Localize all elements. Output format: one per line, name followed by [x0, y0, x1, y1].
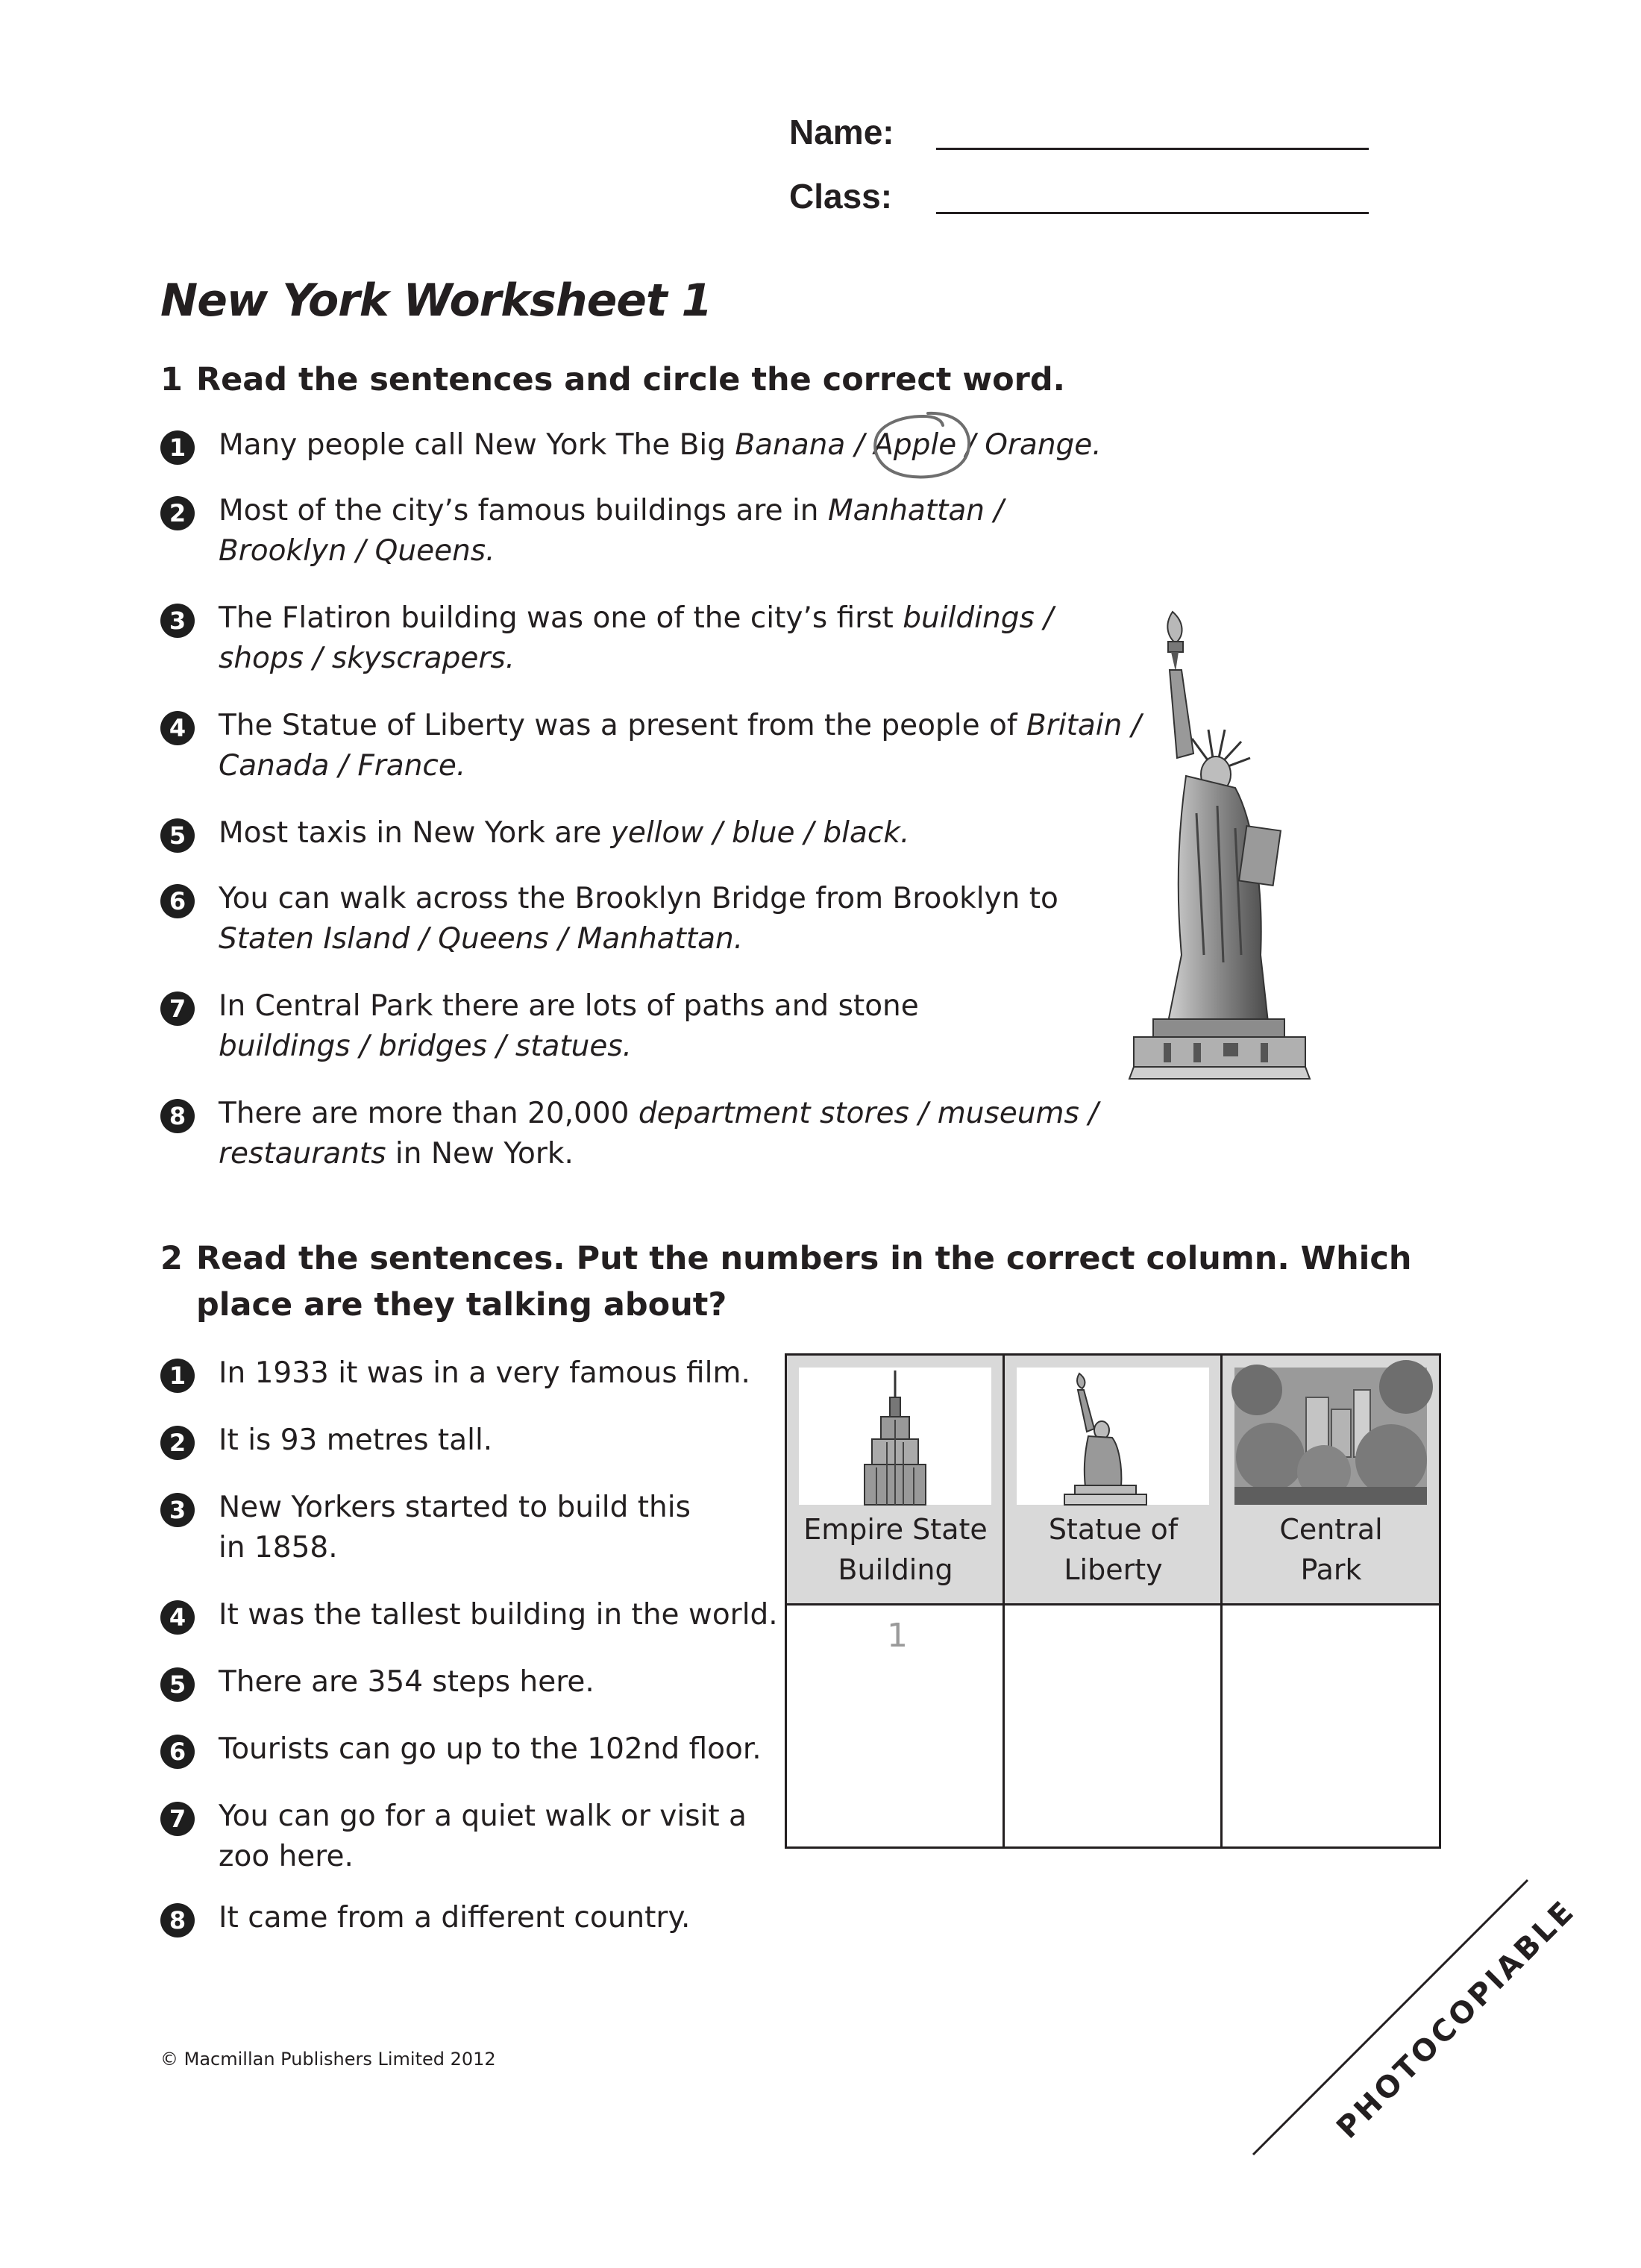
number-badge: 5 — [160, 818, 195, 853]
section-2-heading — [160, 1235, 1412, 1328]
column-divider — [1003, 1356, 1005, 1846]
s2-item-4-text: It was the tallest building in the world. — [219, 1598, 778, 1632]
s1-item-3-options[interactable]: buildings / — [903, 601, 1054, 635]
s2-item-3-text-cont: in 1858. — [219, 1531, 338, 1564]
s1-item-4-text: The Statue of Liberty was a present from the people of — [219, 709, 1026, 742]
s1-item-2-text: Most of the city’s famous buildings are in — [219, 494, 828, 527]
statue-of-liberty-icon — [1017, 1368, 1209, 1505]
number-badge: 5 — [160, 1667, 195, 1702]
number-badge: 4 — [160, 1600, 195, 1635]
s1-item-5-text: Most taxis in New York are — [219, 816, 611, 850]
number-badge: 8 — [160, 1099, 195, 1133]
name-label: Name: — [789, 113, 894, 151]
section-1-heading — [160, 357, 1065, 403]
number-badge: 7 — [160, 1802, 195, 1836]
class-label: Class: — [789, 177, 893, 216]
copyright-notice: © Macmillan Publishers Limited 2012 — [160, 2049, 496, 2070]
s1-item-8-options-cont[interactable]: restaurants — [219, 1137, 386, 1171]
number-badge: 8 — [160, 1903, 195, 1937]
section-1-number: 1 — [160, 361, 183, 398]
s2-item-3-text: New Yorkers started to build this — [219, 1491, 691, 1524]
central-park-icon — [1234, 1368, 1427, 1505]
s1-item-6-text: You can walk across the Brooklyn Bridge from Brooklyn to — [219, 882, 1058, 915]
column-3-label-line2: Park — [1300, 1553, 1362, 1586]
page-title: New York Worksheet 1 — [160, 275, 712, 327]
number-badge: 1 — [160, 430, 195, 465]
number-badge: 7 — [160, 992, 195, 1026]
number-badge: 1 — [160, 1359, 195, 1393]
number-badge: 3 — [160, 604, 195, 638]
column-divider — [1220, 1356, 1223, 1846]
section-1-instruction: Read the sentences and circle the correct word. — [196, 361, 1065, 398]
class-field[interactable] — [936, 212, 1369, 214]
s2-item-7-text: You can go for a quiet walk or visit a — [219, 1799, 747, 1833]
s2-item-8-text: It came from a different country. — [219, 1901, 691, 1935]
s1-item-8-options[interactable]: department stores / museums / — [638, 1097, 1099, 1130]
s1-item-2-options[interactable]: Manhattan / — [827, 494, 1004, 527]
answer-cell-empire-state[interactable]: 1 — [887, 1617, 908, 1655]
section-2-number: 2 — [160, 1240, 183, 1277]
s2-item-2-text: It is 93 metres tall. — [219, 1423, 493, 1457]
s1-item-8-text-end: in New York. — [386, 1137, 574, 1171]
empire-state-building-icon — [799, 1368, 991, 1505]
column-central-park — [1223, 1356, 1440, 1603]
answer-cell-statue[interactable] — [1105, 1617, 1179, 1661]
answer-table — [785, 1353, 1441, 1849]
s1-item-4-options-cont[interactable]: Canada / France. — [219, 749, 466, 783]
column-1-label-line2: Building — [838, 1553, 953, 1586]
name-field[interactable] — [936, 148, 1369, 150]
s1-item-3-options-cont[interactable]: shops / skyscrapers. — [219, 642, 515, 675]
s1-item-5-options[interactable]: yellow / blue / black. — [610, 816, 910, 850]
column-statue-of-liberty — [1005, 1356, 1222, 1603]
s2-item-7-text-cont: zoo here. — [219, 1840, 354, 1873]
column-1-label-line1: Empire State — [803, 1513, 988, 1546]
answer-cell-central-park[interactable] — [1322, 1617, 1397, 1661]
number-badge: 2 — [160, 496, 195, 530]
photocopiable-stamp: PHOTOCOPIABLE — [1330, 1893, 1583, 2146]
statue-of-liberty-illustration — [1104, 604, 1313, 1082]
s1-item-6-options[interactable]: Staten Island / Queens / Manhattan. — [219, 922, 744, 956]
table-header-row — [787, 1356, 1439, 1606]
number-badge: 2 — [160, 1426, 195, 1460]
pencil-circle-mark — [870, 409, 974, 480]
s2-item-1-text: In 1933 it was in a very famous film. — [219, 1356, 750, 1390]
column-2-label-line1: Statue of — [1048, 1513, 1179, 1546]
column-empire-state — [787, 1356, 1004, 1603]
s1-item-1-option-a[interactable]: Banana / — [735, 428, 874, 462]
s1-item-4-options[interactable]: Britain / — [1026, 709, 1141, 742]
s1-item-1-text: Many people call New York The Big — [219, 428, 735, 462]
s1-item-1-option-c[interactable]: / Orange. — [956, 428, 1102, 462]
column-2-label-line2: Liberty — [1064, 1553, 1163, 1586]
s1-item-2-options-cont[interactable]: Brooklyn / Queens. — [219, 534, 495, 568]
number-badge: 6 — [160, 1735, 195, 1769]
number-badge: 3 — [160, 1493, 195, 1527]
column-label-statue — [1005, 1509, 1222, 1590]
column-label-central-park — [1223, 1509, 1440, 1590]
s1-item-3-text: The Flatiron building was one of the city’s first — [219, 601, 903, 635]
column-label-empire-state — [787, 1509, 1004, 1590]
s1-item-7-options[interactable]: buildings / bridges / statues. — [219, 1030, 633, 1063]
number-badge: 4 — [160, 711, 195, 745]
s1-item-7-text: In Central Park there are lots of paths and stone — [219, 989, 919, 1023]
section-2-instruction-line1: Read the sentences. Put the numbers in the correct column. Which — [196, 1240, 1412, 1277]
s1-item-1-option-b[interactable]: Apple — [873, 428, 957, 462]
section-2-instruction-line2: place are they talking about? — [196, 1286, 727, 1323]
s2-item-5-text: There are 354 steps here. — [219, 1665, 594, 1699]
column-3-label-line1: Central — [1279, 1513, 1383, 1546]
corner-stamp-line — [1253, 1880, 1641, 2268]
number-badge: 6 — [160, 884, 195, 918]
s2-item-6-text: Tourists can go up to the 102nd floor. — [219, 1732, 762, 1766]
s1-item-8-text: There are more than 20,000 — [219, 1097, 638, 1130]
